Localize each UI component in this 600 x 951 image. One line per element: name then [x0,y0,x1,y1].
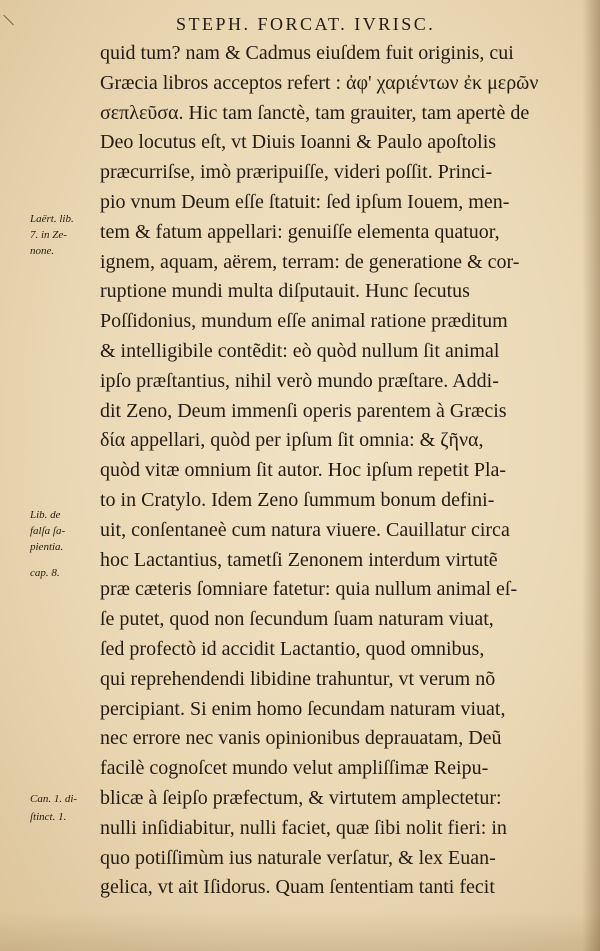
text-line: tem & fatum appellari: genuiſſe elementa quatuor, [100,220,500,243]
text-line: gelica, vt ait Iſidorus. Quam ſententiam tanti fecit [100,876,495,899]
margin-note-line: ſtinct. 1. [30,811,67,823]
text-line: δία appellari, quòd per ipſum ſit omnia: & ζῆνα, [100,429,484,452]
text-line: hoc Lactantius, tametſi Zenonem interdum virtutẽ [100,548,498,571]
text-line: quo potiſſimùm ius naturale verſatur, & lex Euan- [100,846,496,869]
text-line: to in Cratylo. Idem Zeno ſummum bonum defini- [100,488,495,511]
margin-note-line: falſa ſa- [30,525,66,537]
text-line: Græcia libros acceptos refert : ἀφ' χαριέντων ἐκ μερῶν [100,71,539,94]
text-line: nec errore nec vanis opinionibus deprauatam, Deũ [100,727,502,750]
text-line: & intelligibile contẽdit: eò quòd nullum ſit animal [100,339,500,362]
text-line: σεπλεῦσα. Hic tam ſanctè, tam grauiter, tam apertè de [100,101,530,124]
text-line: pio vnum Deum eſſe ſtatuit: ſed ipſum Iouem, men- [100,190,510,213]
text-line: ignem, aquam, aërem, terram: de generatione & cor- [100,250,520,273]
margin-note-line: cap. 8. [30,567,60,579]
page-bottom-shadow [0,911,600,951]
margin-note-line: none. [30,245,55,257]
text-line: ipſo præſtantius, nihil verò mundo præſtare. Addi- [100,369,499,392]
text-line: dit Zeno, Deum immenſi operis parentem à Græcis [100,399,507,422]
text-line: ſe putet, quod non ſecundum ſuam naturam viuat, [100,608,494,631]
running-header: STEPH. FORCAT. IVRISC. [176,14,436,34]
text-line: quòd vitæ omnium ſit autor. Hoc ipſum repetit Pla- [100,459,507,482]
text-line: nulli inſidiabitur, nulli faciet, quæ ſibi nolit fieri: in [100,816,507,839]
page-corner-fold [3,5,24,26]
main-text-block [100,39,580,903]
margin-note-line: Can. 1. di- [30,793,78,805]
text-line: percipiant. Si enim homo ſecundam naturam viuat, [100,697,506,720]
text-line: Poſſidonius, mundum eſſe animal ratione præditum [100,310,508,333]
text-line: ſed profectò id accidit Lactantio, quod omnibus, [100,637,485,660]
page-gutter-shadow [582,0,600,951]
text-line: qui reprehendendi libidine trahuntur, vt verum nõ [100,667,496,690]
margin-note-line: Laërt. lib. [30,213,74,225]
margin-note-line: Lib. de [30,509,61,521]
text-line: blicæ à ſeipſo præfectum, & virtutem amplectetur: [100,786,502,809]
margin-note-line: 7. in Ze- [30,229,67,241]
text-line: Deo locutus eſt, vt Diuis Ioanni & Paulo apoſtolis [100,131,497,154]
text-line: quid tum? nam & Cadmus eiuſdem fuit originis, cui [100,42,514,64]
text-line: uit, conſentaneè cum natura viuere. Cauillatur circa [100,518,510,541]
text-line: præcurriſse, imò præripuiſſe, videri poſſit. Princi- [100,161,493,184]
text-line: præ cæteris ſomniare fatetur: quia nullum animal eſ- [100,578,518,601]
margin-note-line: pientia. [30,541,64,553]
text-line: facilè cognoſcet mundo velut ampliſſimæ Reipu- [100,757,489,780]
text-line: ruptione mundi multa diſputauit. Hunc ſecutus [100,280,470,303]
